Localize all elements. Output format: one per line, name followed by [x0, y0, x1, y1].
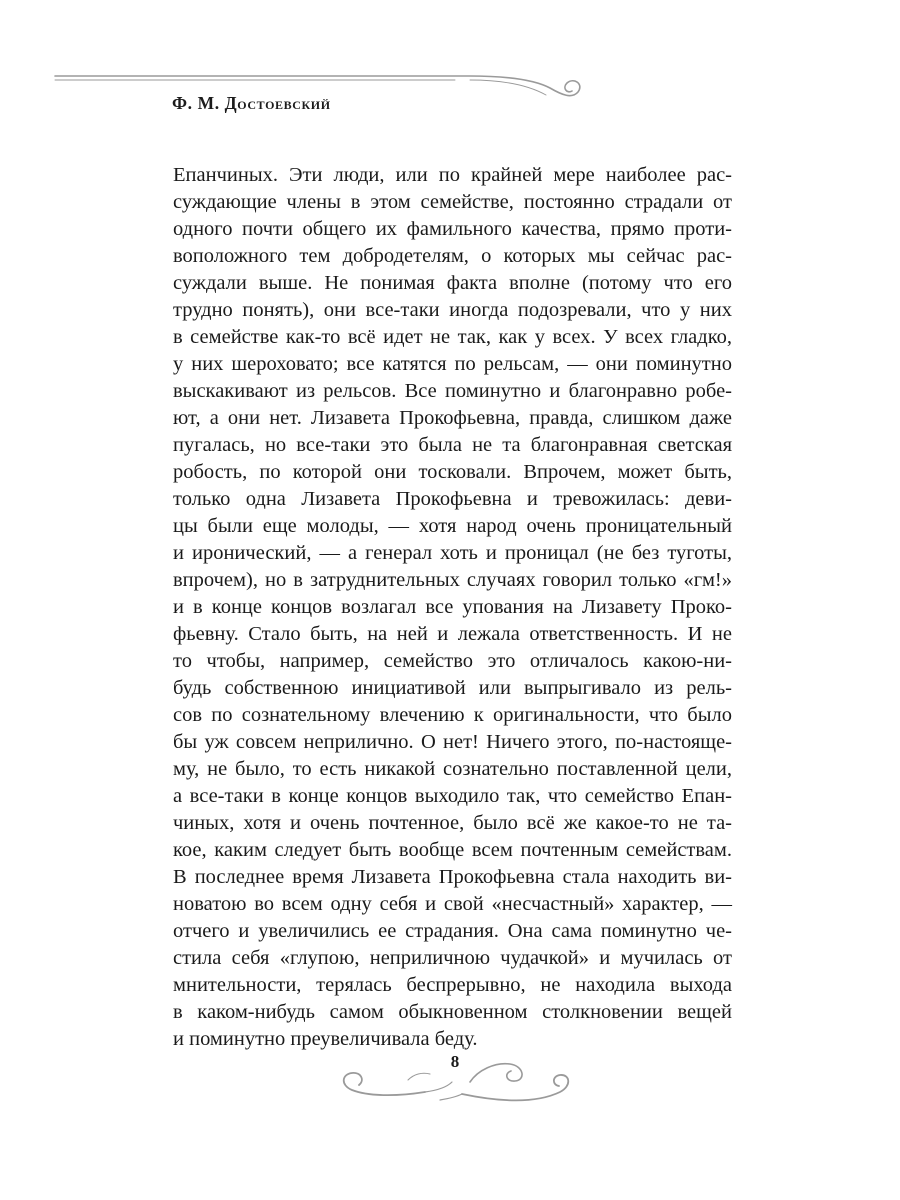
text-line: бы уж совсем неприлично. О нет! Ничего этого, по-настояще- — [173, 731, 732, 753]
text-line: чиных, хотя и очень почтенное, было всё же какое-то не та- — [173, 812, 732, 834]
text-line: му, не было, то есть никакой сознательно поставленной цели, — [173, 758, 732, 780]
text-line: впрочем), но в затруднительных случаях говорил только «гм!» — [173, 569, 732, 591]
text-line: суждающие члены в этом семействе, постоянно страдали от — [173, 191, 732, 213]
text-line: и иронический, — а генерал хоть и проницал (не без туготы, — [173, 542, 732, 564]
text-line: и поминутно преувеличивала беду. — [173, 1028, 478, 1050]
text-line: у них шероховато; все катятся по рельсам, — они поминутно — [173, 353, 732, 375]
text-line: пугалась, но все-таки это была не та благонравная светская — [173, 434, 732, 456]
text-line: Епанчиных. Эти люди, или по крайней мере наиболее рас- — [173, 164, 732, 186]
text-line: стила себя «глупою, неприличною чудачкой» и мучилась от — [173, 947, 732, 969]
text-line: кое, каким следует быть вообще всем почтенным семействам. — [173, 839, 732, 861]
text-line: а все-таки в конце концов выходило так, что семейство Епан- — [173, 785, 732, 807]
text-line: будь собственною инициативой или выпрыгивало из рель- — [173, 677, 732, 699]
text-line: трудно понять), они все-таки иногда подозревали, что у них — [173, 299, 732, 321]
text-line: мнительности, терялась беспрерывно, не находила выхода — [173, 974, 732, 996]
text-line: ют, а они нет. Лизавета Прокофьевна, правда, слишком даже — [173, 407, 732, 429]
text-line: суждали выше. Не понимая факта вполне (потому что его — [173, 272, 732, 294]
text-line: в семействе как-то всё идет не так, как у всех. У всех гладко, — [173, 326, 732, 348]
page-number: 8 — [450, 1052, 460, 1071]
text-line: только одна Лизавета Прокофьевна и тревожилась: деви- — [173, 488, 732, 510]
text-line: и в конце концов возлагал все упования на Лизавету Проко- — [173, 596, 732, 618]
text-line: новатою во всем одну себя и свой «несчастный» характер, — — [173, 893, 732, 915]
text-line: фьевну. Стало быть, на ней и лежала ответственность. И не — [173, 623, 732, 645]
text-line: в каком-нибудь самом обыкновенном столкновении вещей — [173, 1001, 732, 1023]
running-title: Ф. М. Достоевский — [172, 93, 331, 113]
text-line: одного почти общего их фамильного качества, прямо проти- — [173, 218, 732, 240]
text-line: выскакивают из рельсов. Все поминутно и благонравно робе- — [173, 380, 732, 402]
text-line: сов по сознательному влечению к оригинальности, что было — [173, 704, 732, 726]
text-line: В последнее время Лизавета Прокофьевна стала находить ви- — [173, 866, 732, 888]
text-line: робость, по которой они тосковали. Впрочем, может быть, — [173, 461, 732, 483]
text-line: цы были еще молоды, — хотя народ очень проницательный — [173, 515, 732, 537]
text-line: воположного тем добродетелям, о которых мы сейчас рас- — [173, 245, 732, 267]
text-line: то чтобы, например, семейство это отличалось какою-ни- — [173, 650, 732, 672]
text-line: отчего и увеличились ее страдания. Она сама поминутно че- — [173, 920, 732, 942]
